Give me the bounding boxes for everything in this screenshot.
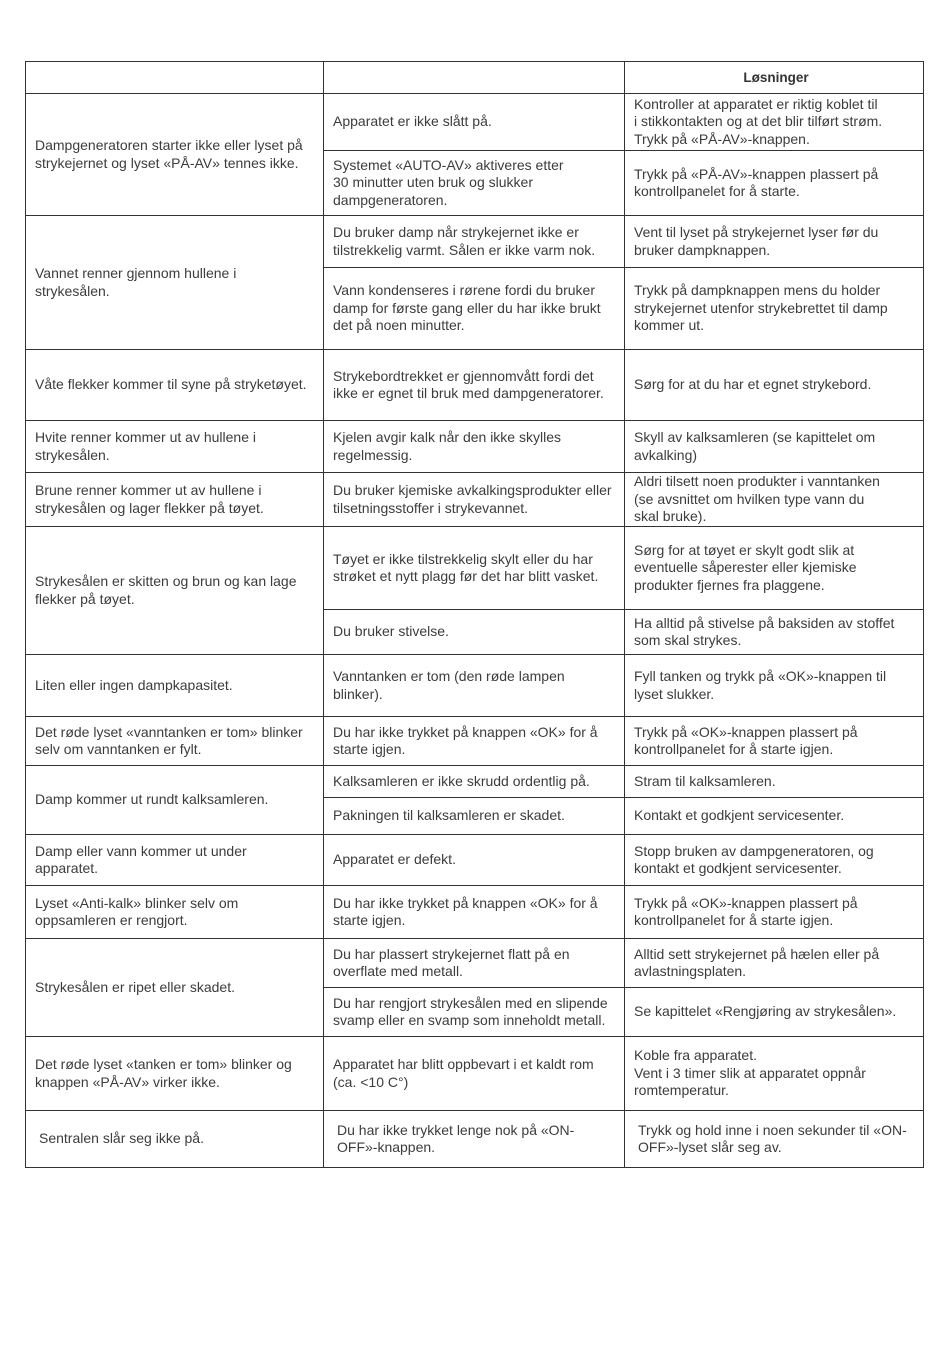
- cause-cell: Du har plassert strykejernet flatt på en overflate med metall.: [324, 939, 625, 988]
- solution-cell: Trykk på «OK»-knappen plassert på kontrollpanelet for å starte igjen.: [625, 717, 924, 766]
- table-row: [26, 886, 924, 939]
- table-row: [26, 835, 924, 886]
- problem-header: [26, 62, 324, 94]
- table-row: [26, 1111, 924, 1168]
- cause-cell: Du bruker damp når strykejernet ikke er tilstrekkelig varmt. Sålen er ikke varm nok.: [324, 216, 625, 268]
- solution-cell: Aldri tilsett noen produkter i vanntanken (se avsnittet om hvilken type vann du skal bruke).: [625, 473, 924, 527]
- problem-cell: Damp eller vann kommer ut under apparatet.: [26, 835, 324, 886]
- solution-cell: Kontroller at apparatet er riktig koblet til i stikkontakten og at det blir tilført strøm. Trykk på «PÅ-AV»-knappen.: [625, 94, 924, 151]
- cause-cell: Du har ikke trykket på knappen «OK» for å starte igjen.: [324, 886, 625, 939]
- cause-cell: Apparatet er defekt.: [324, 835, 625, 886]
- solution-cell: Vent til lyset på strykejernet lyser før du bruker dampknappen.: [625, 216, 924, 268]
- cause-cell: Pakningen til kalksamleren er skadet.: [324, 798, 625, 835]
- problem-cell: Strykesålen er skitten og brun og kan lage flekker på tøyet.: [26, 527, 324, 655]
- cause-cell: Kjelen avgir kalk når den ikke skylles regelmessig.: [324, 421, 625, 473]
- solution-cell: Fyll tanken og trykk på «OK»-knappen til lyset slukker.: [625, 655, 924, 717]
- table-row: [26, 94, 924, 151]
- cause-cell: Vann kondenseres i rørene fordi du bruker damp for første gang eller du har ikke brukt det på noen minutter.: [324, 268, 625, 350]
- problem-cell: Liten eller ingen dampkapasitet.: [26, 655, 324, 717]
- cause-cell: Apparatet er ikke slått på.: [324, 94, 625, 151]
- solution-cell: Trykk på dampknappen mens du holder strykejernet utenfor strykebrettet til damp kommer ut.: [625, 268, 924, 350]
- header-row: [26, 62, 924, 94]
- table-row: [26, 939, 924, 988]
- solution-cell: Stopp bruken av dampgeneratoren, og kontakt et godkjent servicesenter.: [625, 835, 924, 886]
- cause-cell: Du bruker kjemiske avkalkingsprodukter eller tilsetningsstoffer i strykevannet.: [324, 473, 625, 527]
- cause-cell: Systemet «AUTO-AV» aktiveres etter 30 minutter uten bruk og slukker dampgeneratoren.: [324, 151, 625, 216]
- troubleshooting-table: [25, 61, 924, 1168]
- table-row: [26, 473, 924, 527]
- problem-cell: Vannet renner gjennom hullene i strykesålen.: [26, 216, 324, 350]
- solution-cell: Trykk på «PÅ-AV»-knappen plassert på kontrollpanelet for å starte.: [625, 151, 924, 216]
- table-row: [26, 717, 924, 766]
- problem-cell: Lyset «Anti-kalk» blinker selv om oppsamleren er rengjort.: [26, 886, 324, 939]
- solution-cell: Kontakt et godkjent servicesenter.: [625, 798, 924, 835]
- solution-cell: Skyll av kalksamleren (se kapittelet om avkalking): [625, 421, 924, 473]
- table-row: [26, 766, 924, 798]
- table-row: [26, 655, 924, 717]
- problem-cell: Hvite renner kommer ut av hullene i strykesålen.: [26, 421, 324, 473]
- solution-cell: Koble fra apparatet. Vent i 3 timer slik at apparatet oppnår romtemperatur.: [625, 1037, 924, 1111]
- problem-cell: Det røde lyset «vanntanken er tom» blinker selv om vanntanken er fylt.: [26, 717, 324, 766]
- table-row: [26, 1037, 924, 1111]
- cause-cell: Du har ikke trykket på knappen «OK» for å starte igjen.: [324, 717, 625, 766]
- cause-cell: Du har ikke trykket lenge nok på «ON-OFF»-knappen.: [324, 1111, 625, 1168]
- problem-cell: Brune renner kommer ut av hullene i strykesålen og lager flekker på tøyet.: [26, 473, 324, 527]
- solution-cell: Trykk på «OK»-knappen plassert på kontrollpanelet for å starte igjen.: [625, 886, 924, 939]
- table-row: [26, 421, 924, 473]
- solution-cell: Trykk og hold inne i noen sekunder til «ON-OFF»-lyset slår seg av.: [625, 1111, 924, 1168]
- solution-cell: Ha alltid på stivelse på baksiden av stoffet som skal strykes.: [625, 610, 924, 655]
- table-row: [26, 527, 924, 610]
- solution-cell: Sørg for at tøyet er skylt godt slik at eventuelle såperester eller kjemiske produkter fjernes fra plaggene.: [625, 527, 924, 610]
- cause-header: [324, 62, 625, 94]
- cause-cell: Kalksamleren er ikke skrudd ordentlig på.: [324, 766, 625, 798]
- problem-cell: Det røde lyset «tanken er tom» blinker og knappen «PÅ-AV» virker ikke.: [26, 1037, 324, 1111]
- cause-cell: Du har rengjort strykesålen med en slipende svamp eller en svamp som inneholdt metall.: [324, 988, 625, 1037]
- cause-cell: Du bruker stivelse.: [324, 610, 625, 655]
- solution-cell: Alltid sett strykejernet på hælen eller på avlastningsplaten.: [625, 939, 924, 988]
- table-row: [26, 216, 924, 268]
- solutions-header: Løsninger: [625, 62, 924, 94]
- problem-cell: Sentralen slår seg ikke på.: [26, 1111, 324, 1168]
- problem-cell: Strykesålen er ripet eller skadet.: [26, 939, 324, 1037]
- table-row: [26, 350, 924, 421]
- cause-cell: Apparatet har blitt oppbevart i et kaldt rom (ca. <10 C°): [324, 1037, 625, 1111]
- problem-cell: Våte flekker kommer til syne på stryketøyet.: [26, 350, 324, 421]
- solution-cell: Se kapittelet «Rengjøring av strykesålen».: [625, 988, 924, 1037]
- solution-cell: Sørg for at du har et egnet strykebord.: [625, 350, 924, 421]
- cause-cell: Strykebordtrekket er gjennomvått fordi det ikke er egnet til bruk med dampgeneratorer.: [324, 350, 625, 421]
- cause-cell: Vanntanken er tom (den røde lampen blinker).: [324, 655, 625, 717]
- problem-cell: Damp kommer ut rundt kalksamleren.: [26, 766, 324, 835]
- problem-cell: Dampgeneratoren starter ikke eller lyset på strykejernet og lyset «PÅ-AV» tennes ikke.: [26, 94, 324, 216]
- solution-cell: Stram til kalksamleren.: [625, 766, 924, 798]
- cause-cell: Tøyet er ikke tilstrekkelig skylt eller du har strøket et nytt plagg før det har blitt vasket.: [324, 527, 625, 610]
